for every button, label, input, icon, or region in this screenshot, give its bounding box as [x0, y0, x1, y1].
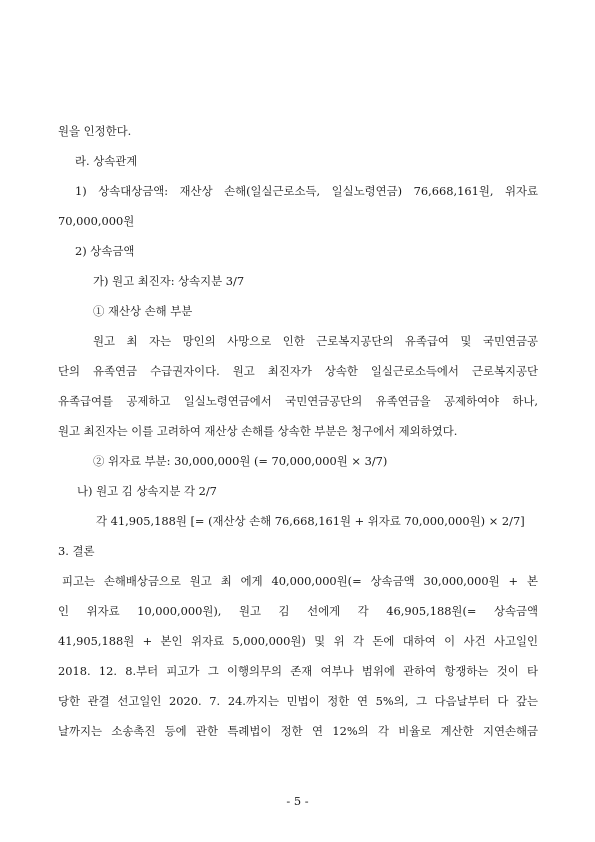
body-line-14: 각 41,905,188원 [= (재산상 손해 76,668,161원 + 위자료 70,000,000원) × 2/7] [96, 514, 525, 528]
body-line-21: 날까지는 소송촉진 등에 관한 특례법이 정한 연 12%의 각 비율로 계산한 지연손해금 [58, 724, 538, 738]
body-line-10: 유족급여를 공제하고 일실노령연금에서 국민연금공단의 유족연금을 공제하여야 하나, [58, 394, 538, 408]
body-line-18: 41,905,188원 + 본인 위자료 5,000,000원) 및 위 각 돈에 대하여 이 사건 사고일인 [58, 634, 538, 648]
body-line-11: 원고 최진자는 이를 고려하여 재산상 손해를 상속한 부분은 청구에서 제외하였다. [58, 424, 458, 438]
page-number: - 5 - [286, 794, 309, 808]
sub-heading-plaintiff-choi: 가) 원고 최진자: 상속지분 3/7 [93, 274, 245, 288]
body-line-17: 인 위자료 10,000,000원), 원고 김 선에게 각 46,905,188원(= 상속금액 [58, 604, 538, 618]
body-line-9: 단의 유족연금 수급권자이다. 원고 최진자가 상속한 일실근로소득에서 근로복지공단 [58, 364, 538, 378]
sub-heading-plaintiff-kim: 나) 원고 김 상속지분 각 2/7 [77, 484, 217, 498]
body-line-20: 당한 관결 선고일인 2020. 7. 24.까지는 민법이 정한 연 5%의, 그 다음날부터 다 갚는 [58, 694, 538, 708]
section-heading-conclusion: 3. 결론 [58, 544, 95, 558]
body-line-3: 1) 상속대상금액: 재산상 손해(일실근로소득, 일실노령연금) 76,668,161원, 위자료 [75, 184, 538, 198]
item-property-damage: ① 재산상 손해 부분 [93, 304, 193, 318]
body-line-8: 원고 최 자는 망인의 사망으로 인한 근로복지공단의 유족급여 및 국민연금공 [93, 334, 538, 348]
body-line-4: 70,000,000원 [58, 214, 135, 228]
body-line-19: 2018. 12. 8.부터 피고가 그 이행의무의 존재 여부나 범위에 관하여 항쟁하는 것이 타 [58, 664, 538, 678]
body-line-16: 피고는 손해배상금으로 원고 최 에게 40,000,000원(= 상속금액 30,000,000원 + 본 [62, 574, 538, 588]
body-line-1: 원을 인정한다. [58, 124, 132, 138]
sub-heading-inherited-amount: 2) 상속금액 [75, 244, 135, 258]
item-consolation-money: ② 위자료 부분: 30,000,000원 (= 70,000,000원 × 3/7) [93, 454, 388, 468]
section-heading-inheritance: 라. 상속관계 [75, 154, 138, 168]
